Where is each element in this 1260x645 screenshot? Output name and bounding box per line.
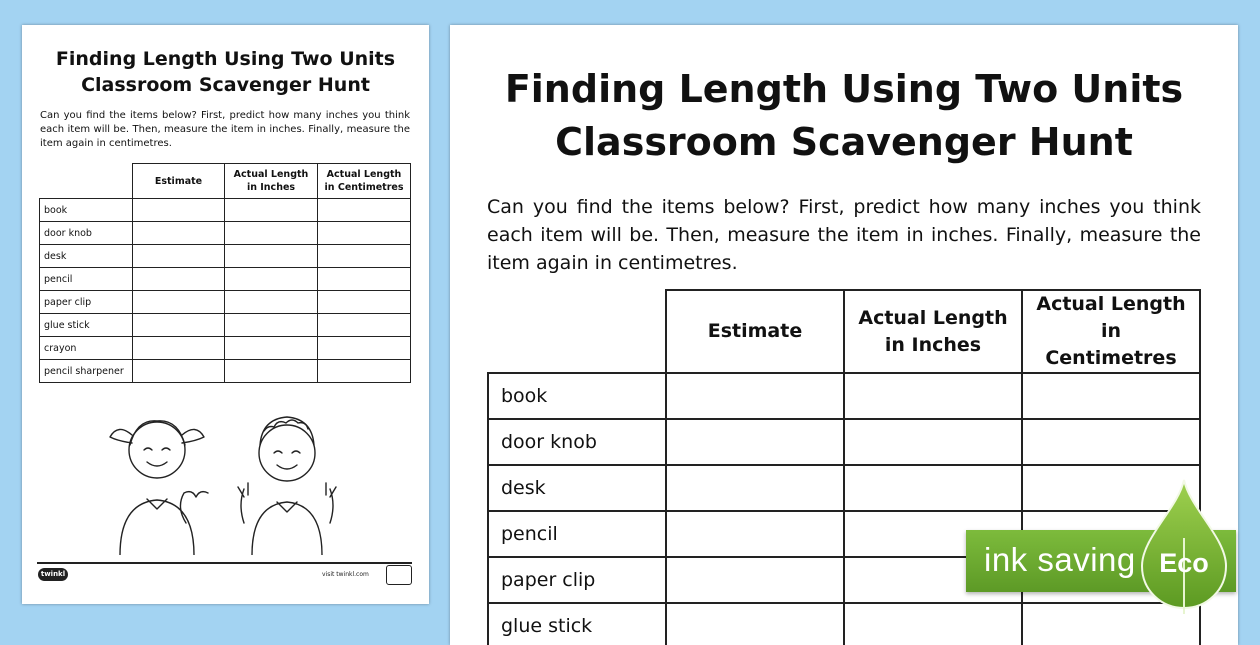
preview-item-label: pencil xyxy=(40,268,133,291)
table-row xyxy=(488,465,1200,511)
preview-item-label: desk xyxy=(40,245,133,268)
preview-header-centimetres: Actual Length in Centimetres xyxy=(318,164,411,199)
ink-saving-label: ink saving xyxy=(984,541,1136,578)
answer-cell[interactable] xyxy=(225,291,318,314)
preview-table-row xyxy=(40,199,411,222)
answer-cell[interactable] xyxy=(133,291,225,314)
answer-cell[interactable] xyxy=(133,314,225,337)
answer-cell[interactable] xyxy=(133,199,225,222)
answer-cell[interactable] xyxy=(225,314,318,337)
answer-cell[interactable] xyxy=(844,419,1022,465)
preview-item-label: pencil sharpener xyxy=(40,360,133,383)
footer-badge-icon xyxy=(386,565,412,585)
preview-item-label: door knob xyxy=(40,222,133,245)
answer-cell[interactable] xyxy=(318,268,411,291)
eco-label: Eco xyxy=(1159,548,1209,578)
preview-title-line2: Classroom Scavenger Hunt xyxy=(81,74,370,96)
answer-cell[interactable] xyxy=(666,465,844,511)
page-title-line2: Classroom Scavenger Hunt xyxy=(555,120,1133,164)
answer-cell[interactable] xyxy=(225,268,318,291)
answer-cell[interactable] xyxy=(318,337,411,360)
answer-cell[interactable] xyxy=(844,603,1022,645)
header-centimetres: Actual Length in Centimetres xyxy=(1022,290,1200,373)
answer-cell[interactable] xyxy=(133,222,225,245)
preview-table-row xyxy=(40,222,411,245)
footer-url: visit twinkl.com xyxy=(322,571,369,578)
twinkl-logo: twinkl xyxy=(38,568,68,581)
answer-cell[interactable] xyxy=(225,245,318,268)
answer-cell[interactable] xyxy=(318,199,411,222)
preview-header-inches: Actual Length in Inches xyxy=(225,164,318,199)
answer-cell[interactable] xyxy=(318,360,411,383)
header-estimate: Estimate xyxy=(666,290,844,373)
answer-cell[interactable] xyxy=(666,511,844,557)
preview-item-label: paper clip xyxy=(40,291,133,314)
preview-table-row xyxy=(40,337,411,360)
preview-corner-cell xyxy=(40,164,133,199)
instructions-text: Can you find the items below? First, predict how many inches you think each item will be. Then, measure the item in inches. Finally, measure the item again in centimetres. xyxy=(487,196,1201,274)
preview-header-estimate: Estimate xyxy=(133,164,225,199)
corner-cell xyxy=(488,290,666,373)
preview-title-line1: Finding Length Using Two Units xyxy=(55,48,396,70)
item-label: glue stick xyxy=(488,603,666,645)
preview-page[interactable] xyxy=(22,25,429,604)
answer-cell[interactable] xyxy=(318,222,411,245)
preview-item-label: crayon xyxy=(40,337,133,360)
item-label: desk xyxy=(488,465,666,511)
item-label: paper clip xyxy=(488,557,666,603)
answer-cell[interactable] xyxy=(666,603,844,645)
answer-cell[interactable] xyxy=(225,222,318,245)
header-inches: Actual Length in Inches xyxy=(844,290,1022,373)
preview-table-row xyxy=(40,360,411,383)
answer-cell[interactable] xyxy=(1022,373,1200,419)
preview-table-row xyxy=(40,245,411,268)
preview-item-label: glue stick xyxy=(40,314,133,337)
item-label: door knob xyxy=(488,419,666,465)
answer-cell[interactable] xyxy=(225,360,318,383)
preview-table-row xyxy=(40,314,411,337)
answer-cell[interactable] xyxy=(666,557,844,603)
answer-cell[interactable] xyxy=(133,245,225,268)
answer-cell[interactable] xyxy=(318,291,411,314)
preview-table-row xyxy=(40,268,411,291)
footer-divider xyxy=(37,562,412,564)
answer-cell[interactable] xyxy=(133,268,225,291)
table-row xyxy=(488,373,1200,419)
answer-cell[interactable] xyxy=(225,337,318,360)
preview-table xyxy=(39,163,411,383)
preview-table-row xyxy=(40,291,411,314)
answer-cell[interactable] xyxy=(133,337,225,360)
answer-cell[interactable] xyxy=(844,465,1022,511)
eco-leaf-drop-icon xyxy=(1130,478,1238,618)
answer-cell[interactable] xyxy=(844,373,1022,419)
item-label: book xyxy=(488,373,666,419)
answer-cell[interactable] xyxy=(1022,419,1200,465)
table-row xyxy=(488,419,1200,465)
preview-item-label: book xyxy=(40,199,133,222)
answer-cell[interactable] xyxy=(318,245,411,268)
children-illustration-icon xyxy=(102,405,352,555)
answer-cell[interactable] xyxy=(225,199,318,222)
answer-cell[interactable] xyxy=(133,360,225,383)
item-label: pencil xyxy=(488,511,666,557)
answer-cell[interactable] xyxy=(666,373,844,419)
page-title-line1: Finding Length Using Two Units xyxy=(504,67,1184,111)
answer-cell[interactable] xyxy=(666,419,844,465)
answer-cell[interactable] xyxy=(318,314,411,337)
preview-instructions: Can you find the items below? First, predict how many inches you think each item will be. Then, measure the item in inches. Finally, measure the item again in centimetres. xyxy=(40,110,410,149)
table-row xyxy=(488,603,1200,645)
